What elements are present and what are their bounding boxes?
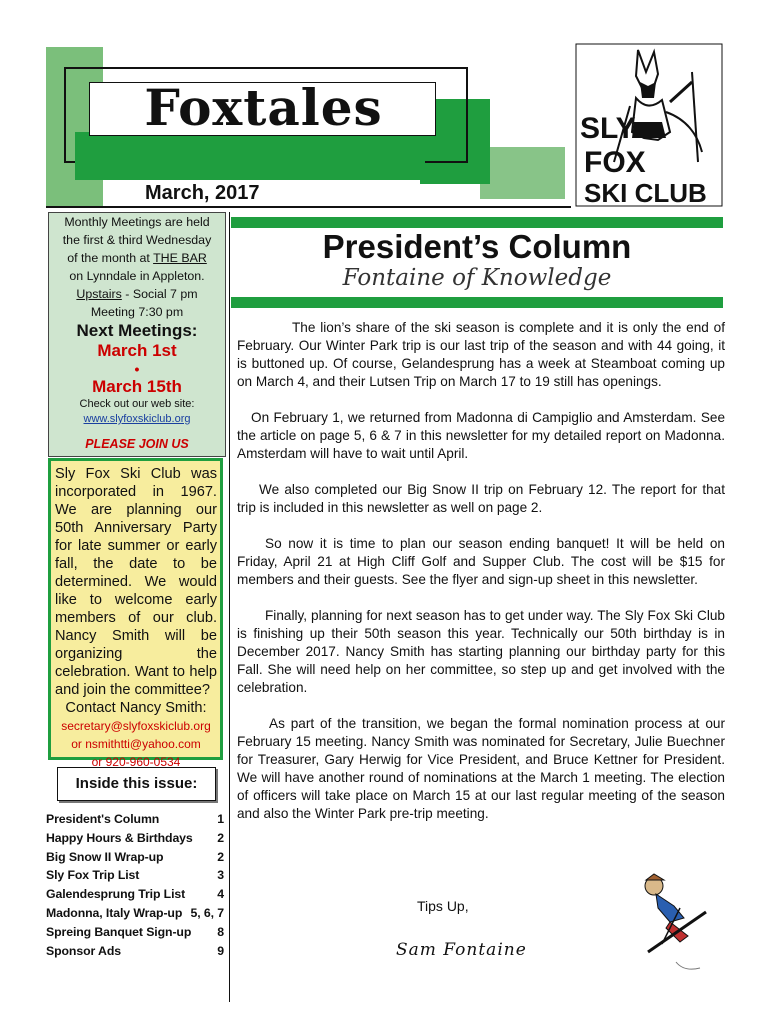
anniversary-box xyxy=(48,458,223,769)
meetings-box xyxy=(48,212,226,457)
venue-name: THE BAR xyxy=(153,251,207,265)
join-us-text: PLEASE JOIN US xyxy=(85,437,189,451)
column-bottom-bar xyxy=(231,297,723,308)
toc-item-label: President's Column xyxy=(46,812,160,826)
meetings-line-1: Monthly Meetings are held xyxy=(64,215,210,229)
toc-item-page: 8 xyxy=(217,924,224,939)
toc-item[interactable] xyxy=(46,904,224,923)
toc-item-page: 9 xyxy=(217,943,224,958)
toc-item-page: 2 xyxy=(217,830,224,845)
skier-illustration xyxy=(640,872,710,982)
inside-issue-heading: Inside this issue: xyxy=(57,767,216,801)
column-body xyxy=(237,319,725,841)
masthead-green-bar-front xyxy=(75,136,425,178)
meetings-line-4: on Lynndale in Appleton. xyxy=(69,269,205,283)
column-top-bar xyxy=(231,217,723,228)
column-divider xyxy=(229,212,230,1002)
column-paragraph: Finally, planning for next season has to get under way. The Sly Fox Ski Club is finishing up their 50th season this year. Technically our 50th birthday is in December 2017. Nancy Smith has starting planning our birthday party for this Fall. She will need help on her committee, so step up and get involved with the celebration. xyxy=(237,608,725,695)
toc-item[interactable] xyxy=(46,848,224,867)
meeting-bullet: • xyxy=(134,361,140,377)
column-subtitle: Fontaine of Knowledge xyxy=(342,265,612,291)
table-of-contents xyxy=(46,810,224,960)
column-paragraph: The lion’s share of the ski season is complete and it is only the end of February. Our Winter Park trip is our last trip of the season and with 44 going, it is buttoned up. Of course, Gelandesprung has a week at Steamboat coming up on March 4, and their Lutsen Trip on March 17 to 19 still has openings. xyxy=(237,320,725,389)
toc-item-label: Happy Hours & Birthdays xyxy=(46,830,193,845)
logo-skiclub-text: SKI CLUB xyxy=(584,178,707,208)
meetings-line-5: Upstairs - Social 7 pm xyxy=(76,287,198,301)
meetings-line-6: Meeting 7:30 pm xyxy=(90,305,184,319)
toc-item-page: 1 xyxy=(217,812,224,826)
toc-item[interactable] xyxy=(46,866,224,885)
column-title: President’s Column xyxy=(322,228,632,265)
toc-item-page: 5, 6, 7 xyxy=(190,905,224,920)
toc-item-page: 3 xyxy=(217,868,224,883)
toc-item[interactable] xyxy=(46,923,224,942)
toc-item-label: Big Snow II Wrap-up xyxy=(46,849,164,864)
toc-item-label: Spreing Banquet Sign-up xyxy=(46,924,192,939)
signature: Sam Fontaine xyxy=(396,940,527,960)
toc-item-page: 4 xyxy=(217,887,224,902)
meeting-date-1: March 1st xyxy=(97,341,177,360)
newsletter-title: Foxtales xyxy=(144,78,383,137)
toc-item-label: Sly Fox Trip List xyxy=(46,868,140,883)
toc-item[interactable] xyxy=(46,829,224,848)
contact-phone: or 920-960-0534 xyxy=(91,755,181,769)
toc-item-page: 2 xyxy=(217,849,224,864)
column-paragraph: So now it is time to plan our season ending banquet! It will be held on Friday, April 21 at High Cliff Golf and Supper Club. The cost will be $15 for members and their guests. See the flyer and sign-up sheet in this newsletter. xyxy=(237,536,725,587)
column-paragraph: On February 1, we returned from Madonna di Campiglio and Amsterdam. See the article on page 5, 6 & 7 in this newsletter for my detailed report on Madonna. Amsterdam will have to wait until April. xyxy=(237,410,725,461)
fox-skier-icon xyxy=(574,42,724,208)
date-rule xyxy=(46,206,571,208)
toc-item-label: Madonna, Italy Wrap-up xyxy=(46,905,183,920)
toc-item-label: Sponsor Ads xyxy=(46,943,121,958)
logo-sly-text: SLY xyxy=(580,112,636,145)
column-paragraph: We also completed our Big Snow II trip on February 12. The report for that trip is included in this newsletter as well on page 2. xyxy=(237,482,725,515)
toc-item[interactable] xyxy=(46,885,224,904)
masthead-light-green-block xyxy=(480,147,565,199)
website-link[interactable]: www.slyfoxskiclub.org xyxy=(83,413,191,425)
website-label: Check out our web site: xyxy=(79,398,195,410)
meetings-line-2: the first & third Wednesday xyxy=(62,233,212,247)
toc-item-label: Galendesprung Trip List xyxy=(46,887,186,902)
contact-email-1[interactable]: secretary@slyfoxskiclub.org xyxy=(61,719,211,733)
anniversary-text: Sly Fox Ski Club was incorporated in 1967. We are planning our 50th Anniversary Party for late summer or early fall, the date to be determined. We would like to welcome early members of our club. Nancy Smith will be organizing the celebration. Want to help and join the committee? xyxy=(55,466,217,698)
contact-email-2[interactable]: or nsmithtti@yahoo.com xyxy=(71,737,201,751)
skier-icon xyxy=(640,872,710,982)
next-meetings-heading: Next Meetings: xyxy=(76,321,198,340)
contact-label: Contact Nancy Smith: xyxy=(65,700,207,716)
column-paragraph: As part of the transition, we began the formal nomination process at our February 15 meeting. Nancy Smith was nominated for Secretary, Julie Buechner for Treasurer, Gary Herwig for Vice President, and Bruce Kettner for President. We will have another round of nominations at the March 1 meeting. The election of officers will take place on March 15 at our last regular meeting of the season and also the Winter Park pre-trip meeting. xyxy=(237,716,725,821)
toc-item[interactable] xyxy=(46,810,224,829)
closing-text: Tips Up, xyxy=(417,898,469,914)
meeting-date-2: March 15th xyxy=(92,377,182,396)
toc-item[interactable] xyxy=(46,942,224,961)
meetings-line-3: of the month at THE BAR xyxy=(67,251,207,265)
logo-fox-text: FOX xyxy=(584,146,646,179)
issue-date: March, 2017 xyxy=(145,182,260,204)
club-logo xyxy=(574,42,724,208)
